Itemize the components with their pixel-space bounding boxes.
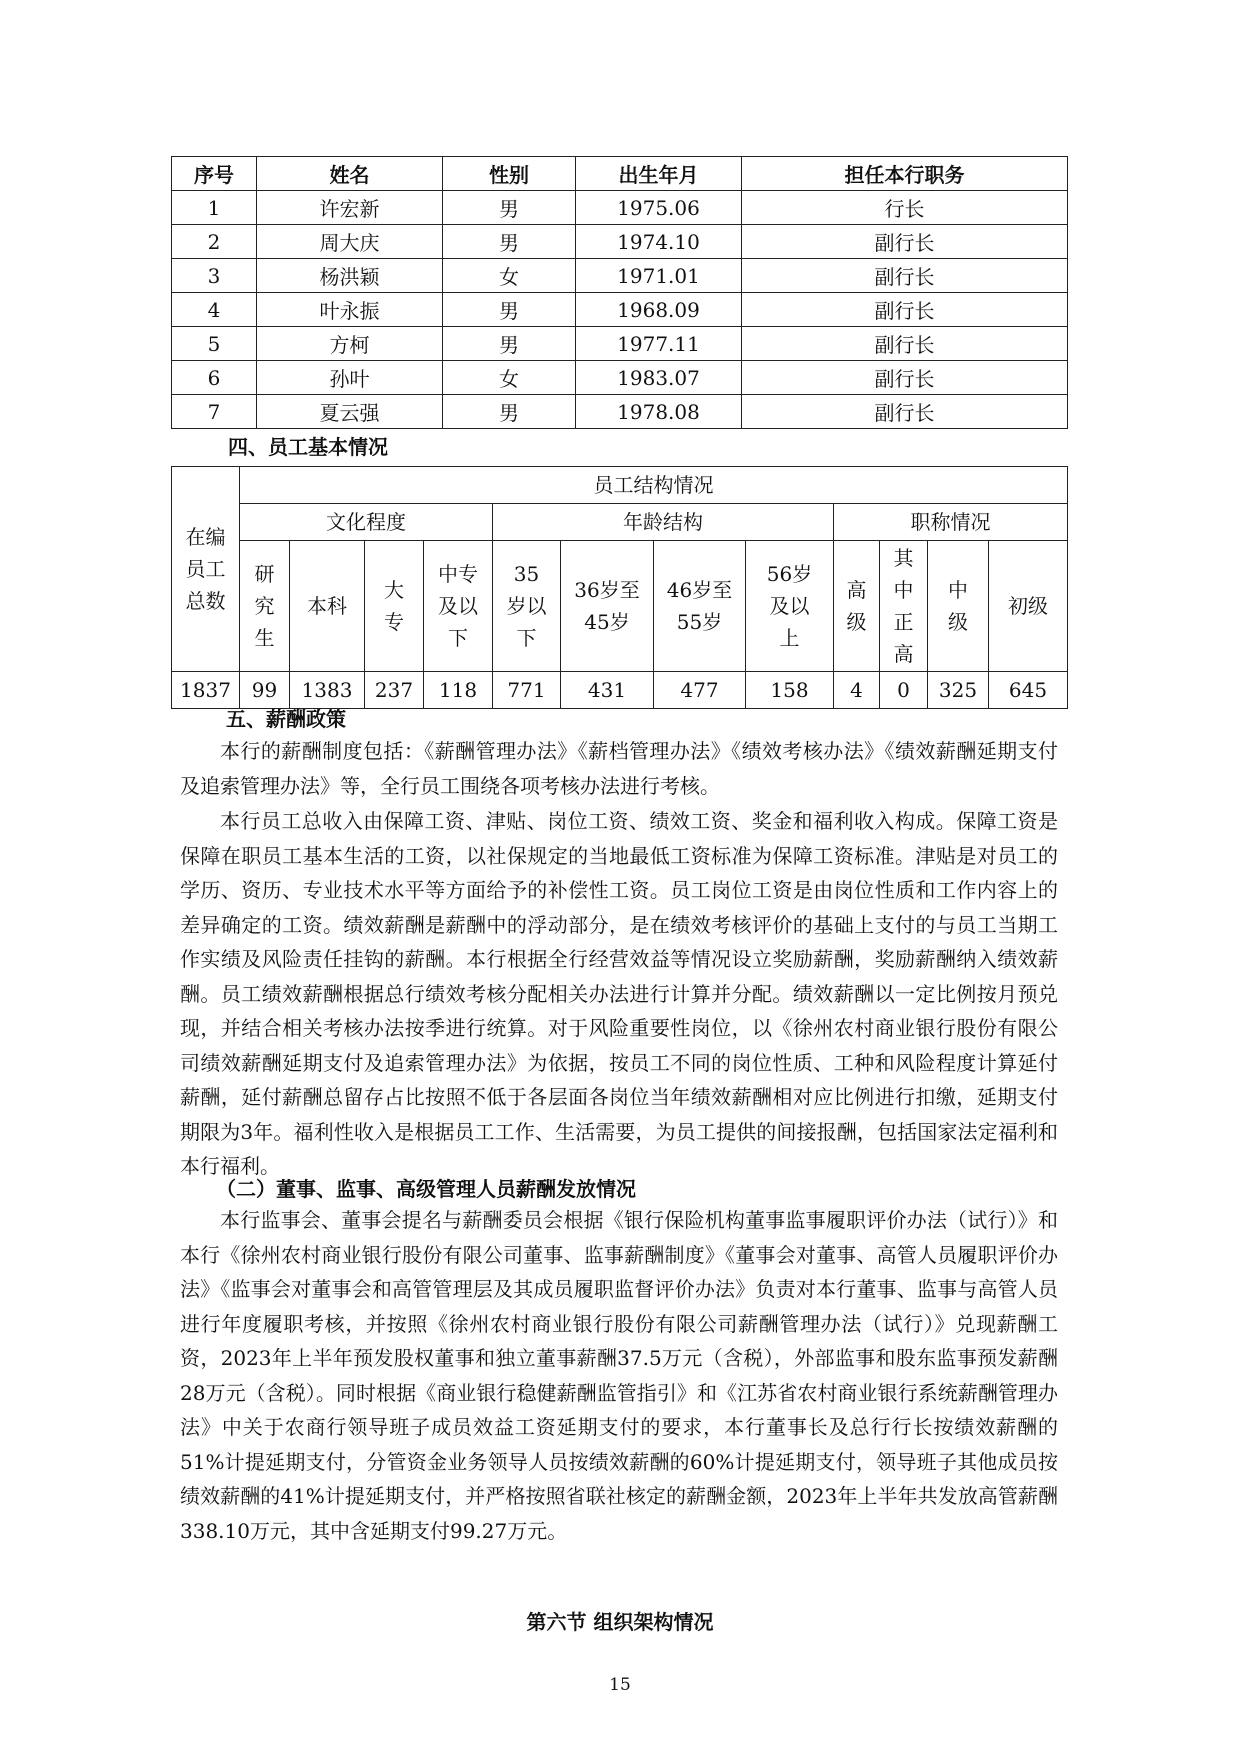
value-bachelor: 1383 (290, 672, 365, 709)
value-postgrad: 99 (240, 672, 290, 709)
cell-position: 副行长 (742, 327, 1068, 361)
cell-seq: 4 (172, 293, 257, 327)
header-education: 文化程度 (240, 504, 493, 541)
table-row (172, 327, 1068, 361)
exec-pay-paragraph: 本行监事会、董事会提名与薪酬委员会根据《银行保险机构董事监事履职评价办法（试行）》和本行《徐州农村商业银行股份有限公司董事、监事薪酬制度》《董事会对董事、高管人员履职评价办法》《监事会对董事会和高管管理层及其成员履职监督评价办法》负责对本行董事、监事与高管人员进行年度履职考核，并按照《徐州农村商业银行股份有限公司薪酬管理办法（试行）》兑现薪酬工资，2023年上半年预发股权董事和独立董事薪酬37.5万元（含税），外部监事和股东监事预发薪酬28万元（含税）。同时根据《商业银行稳健薪酬监管指引》和《江苏省农村商业银行系统薪酬管理办法》中关于农商行领导班子成员效益工资延期支付的要求，本行董事长及总行行长按绩效薪酬的51%计提延期支付，分管资金业务领导人员按绩效薪酬的60%计提延期支付，领导班子其他成员按绩效薪酬的41%计提延期支付，并严格按照省联社核定的薪酬金额，2023年上半年共发放高管薪酬338.10万元，其中含延期支付99.27万元。 (180, 1208, 1058, 1543)
cell-position: 副行长 (742, 293, 1068, 327)
cell-birth: 1983.07 (576, 361, 742, 395)
value-college: 237 (365, 672, 424, 709)
cell-name: 孙叶 (257, 361, 443, 395)
cell-name: 周大庆 (257, 225, 443, 259)
header-birth: 出生年月 (576, 157, 742, 191)
header-secondary: 中专及以下 (424, 541, 493, 672)
table-row (172, 293, 1068, 327)
cell-name: 夏云强 (257, 395, 443, 429)
cell-position: 副行长 (742, 361, 1068, 395)
header-age-under35: 35岁以下 (493, 541, 561, 672)
compensation-paragraph-1: 本行的薪酬制度包括：《薪酬管理办法》《薪档管理办法》《绩效考核办法》《绩效薪酬延期支付及追索管理办法》等，全行员工围绕各项考核办法进行考核。 (180, 739, 1058, 798)
header-staff-structure: 员工结构情况 (240, 467, 1068, 504)
cell-name: 杨洪颖 (257, 259, 443, 293)
header-name: 姓名 (257, 157, 443, 191)
header-bachelor: 本科 (290, 541, 365, 672)
header-college: 大专 (365, 541, 424, 672)
header-position: 担任本行职务 (742, 157, 1068, 191)
cell-seq: 3 (172, 259, 257, 293)
header-gender: 性别 (443, 157, 576, 191)
table-row (172, 259, 1068, 293)
cell-name: 方柯 (257, 327, 443, 361)
header-junior: 初级 (989, 541, 1068, 672)
cell-position: 副行长 (742, 395, 1068, 429)
header-age-56-plus: 56岁及以上 (746, 541, 834, 672)
cell-gender: 男 (443, 395, 576, 429)
section-heading-compensation: 五、薪酬政策 (226, 707, 346, 731)
section-heading-staff: 四、员工基本情况 (228, 435, 388, 459)
cell-birth: 1975.06 (576, 191, 742, 225)
cell-seq: 7 (172, 395, 257, 429)
value-total: 1837 (172, 672, 240, 709)
value-junior: 645 (989, 672, 1068, 709)
table-row (172, 395, 1068, 429)
cell-position: 行长 (742, 191, 1068, 225)
value-age-under35: 771 (493, 672, 561, 709)
cell-name: 叶永振 (257, 293, 443, 327)
cell-seq: 2 (172, 225, 257, 259)
cell-gender: 女 (443, 361, 576, 395)
header-senior-full: 其中正高 (880, 541, 928, 672)
cell-position: 副行长 (742, 259, 1068, 293)
value-age-56-plus: 158 (746, 672, 834, 709)
cell-seq: 1 (172, 191, 257, 225)
header-professional-title: 职称情况 (834, 504, 1068, 541)
cell-seq: 6 (172, 361, 257, 395)
table-row (172, 225, 1068, 259)
header-age-36-45: 36岁至45岁 (561, 541, 654, 672)
value-senior-full: 0 (880, 672, 928, 709)
officers-table (171, 156, 1068, 429)
cell-seq: 5 (172, 327, 257, 361)
staff-header-row-3 (172, 541, 1068, 672)
officers-header-row (172, 157, 1068, 191)
header-intermediate: 中级 (928, 541, 989, 672)
cell-name: 许宏新 (257, 191, 443, 225)
value-intermediate: 325 (928, 672, 989, 709)
header-age-46-55: 46岁至55岁 (654, 541, 746, 672)
cell-birth: 1971.01 (576, 259, 742, 293)
chapter-heading: 第六节 组织架构情况 (526, 1610, 714, 1634)
cell-gender: 男 (443, 191, 576, 225)
header-seq: 序号 (172, 157, 257, 191)
value-secondary: 118 (424, 672, 493, 709)
cell-gender: 男 (443, 293, 576, 327)
staff-header-row-2 (172, 504, 1068, 541)
cell-gender: 男 (443, 327, 576, 361)
value-senior: 4 (834, 672, 880, 709)
value-age-36-45: 431 (561, 672, 654, 709)
compensation-paragraph-2: 本行员工总收入由保障工资、津贴、岗位工资、绩效工资、奖金和福利收入构成。保障工资是保障在职员工基本生活的工资，以社保规定的当地最低工资标准为保障工资标准。津贴是对员工的学历、资历、专业技术水平等方面给予的补偿性工资。员工岗位工资是由岗位性质和工作内容上的差异确定的工资。绩效薪酬是薪酬中的浮动部分，是在绩效考核评价的基础上支付的与员工当期工作实绩及风险责任挂钩的薪酬。本行根据全行经营效益等情况设立奖励薪酬，奖励薪酬纳入绩效薪酬。员工绩效薪酬根据总行绩效考核分配相关办法进行计算并分配。绩效薪酬以一定比例按月预兑现，并结合相关考核办法按季进行统算。对于风险重要性岗位，以《徐州农村商业银行股份有限公司绩效薪酬延期支付及追索管理办法》为依据，按员工不同的岗位性质、工种和风险程度计算延付薪酬，延付薪酬总留存占比按照不低于各层面各岗位当年绩效薪酬相对应比例进行扣缴，延期支付期限为3年。福利性收入是根据员工工作、生活需要，为员工提供的间接报酬，包括国家法定福利和本行福利。 (180, 809, 1058, 1178)
cell-position: 副行长 (742, 225, 1068, 259)
cell-birth: 1968.09 (576, 293, 742, 327)
cell-birth: 1974.10 (576, 225, 742, 259)
cell-gender: 女 (443, 259, 576, 293)
table-row (172, 361, 1068, 395)
header-age: 年龄结构 (493, 504, 834, 541)
page-number: 15 (609, 1675, 631, 1695)
header-postgrad: 研究生 (240, 541, 290, 672)
staff-structure-table (171, 466, 1068, 709)
staff-header-row-1 (172, 467, 1068, 504)
cell-birth: 1977.11 (576, 327, 742, 361)
header-total-staff: 在编员工总数 (172, 467, 240, 672)
cell-birth: 1978.08 (576, 395, 742, 429)
value-age-46-55: 477 (654, 672, 746, 709)
cell-gender: 男 (443, 225, 576, 259)
header-senior: 高级 (834, 541, 880, 672)
subsection-heading-exec-pay: （二）董事、监事、高级管理人员薪酬发放情况 (216, 1177, 636, 1201)
table-row (172, 191, 1068, 225)
